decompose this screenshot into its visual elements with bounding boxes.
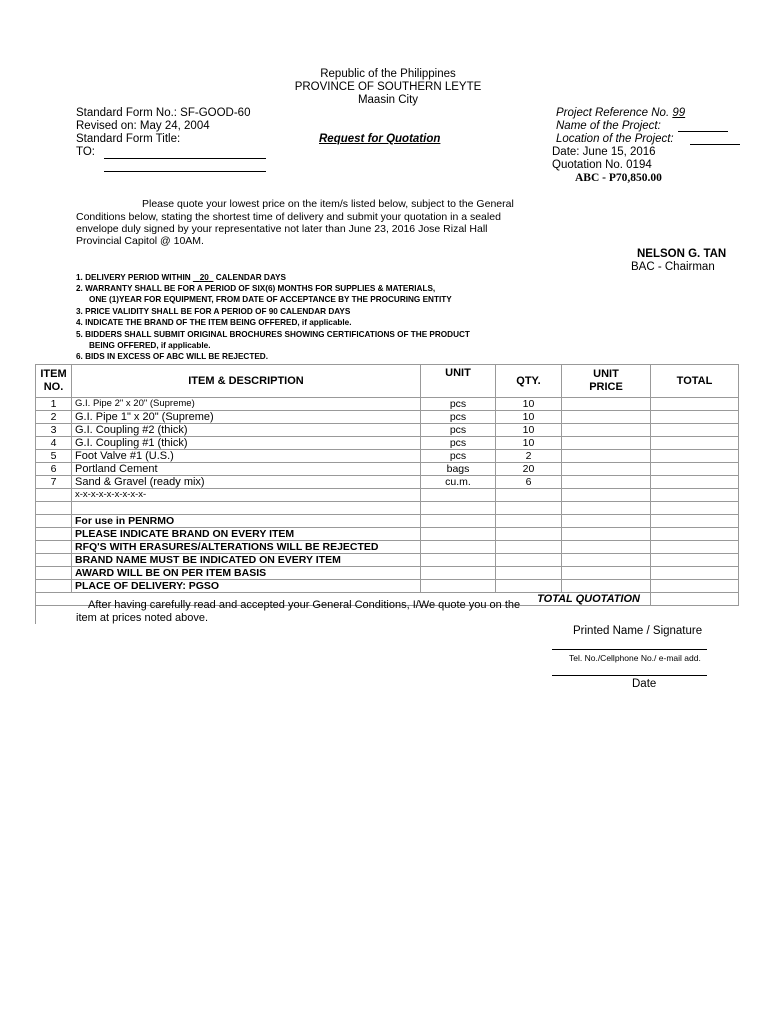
empty-cell bbox=[496, 515, 562, 528]
items-table bbox=[35, 364, 739, 606]
item-qty: 2 bbox=[496, 450, 562, 463]
rfq-date: Date: June 15, 2016 bbox=[552, 146, 656, 158]
item-total[interactable] bbox=[651, 463, 739, 476]
empty-cell bbox=[36, 502, 72, 515]
item-unit: pcs bbox=[421, 437, 496, 450]
empty-cell bbox=[651, 567, 739, 580]
empty-cell bbox=[421, 502, 496, 515]
date-line bbox=[552, 675, 707, 676]
item-description: G.I. Pipe 1" x 20" (Supreme) bbox=[72, 411, 421, 424]
tel-line bbox=[552, 649, 707, 650]
item-number: 5 bbox=[36, 450, 72, 463]
item-qty: 10 bbox=[496, 437, 562, 450]
header-city: Maasin City bbox=[357, 94, 419, 106]
empty-cell bbox=[562, 489, 651, 502]
total-quotation-label: TOTAL QUOTATION bbox=[36, 593, 651, 606]
empty-cell bbox=[421, 580, 496, 593]
revised-date: Revised on: May 24, 2004 bbox=[76, 120, 210, 132]
empty-cell bbox=[562, 528, 651, 541]
form-number: Standard Form No.: SF-GOOD-60 bbox=[76, 107, 251, 119]
item-number: 3 bbox=[36, 424, 72, 437]
statement-line-2: item at prices noted above. bbox=[76, 612, 209, 624]
header-total: TOTAL bbox=[651, 365, 739, 398]
empty-cell bbox=[562, 567, 651, 580]
form-title-label: Standard Form Title: bbox=[76, 133, 181, 145]
empty-cell bbox=[651, 554, 739, 567]
abc-amount: ABC - P70,850.00 bbox=[575, 172, 662, 184]
empty-cell bbox=[72, 502, 421, 515]
item-unit-price[interactable] bbox=[562, 437, 651, 450]
item-number: 6 bbox=[36, 463, 72, 476]
condition-2b: ONE (1)YEAR FOR EQUIPMENT, FROM DATE OF ACCEPTANCE BY THE PROCURING ENTITY bbox=[89, 295, 452, 304]
tel-label: Tel. No./Cellphone No./ e-mail add. bbox=[569, 653, 701, 663]
item-total[interactable] bbox=[651, 437, 739, 450]
table-row bbox=[36, 450, 739, 463]
header-unit: UNIT bbox=[421, 365, 496, 398]
empty-cell bbox=[421, 554, 496, 567]
note-penrmo: For use in PENRMO bbox=[72, 515, 421, 528]
printed-name-label: Printed Name / Signature bbox=[573, 625, 703, 637]
table-row bbox=[36, 398, 739, 411]
table-header-row bbox=[36, 365, 739, 398]
project-reference bbox=[556, 107, 685, 119]
intro-line-3: envelope duly signed by your representative not later than June 23, 2016 Jose Rizal Hall bbox=[76, 223, 488, 235]
header-item-no-line2: NO. bbox=[43, 381, 64, 393]
item-unit: cu.m. bbox=[421, 476, 496, 489]
item-total[interactable] bbox=[651, 450, 739, 463]
item-qty: 10 bbox=[496, 411, 562, 424]
table-row bbox=[36, 463, 739, 476]
empty-cell bbox=[496, 541, 562, 554]
item-total[interactable] bbox=[651, 398, 739, 411]
empty-cell bbox=[421, 489, 496, 502]
item-number: 1 bbox=[36, 398, 72, 411]
project-location-label: Location of the Project: bbox=[556, 133, 674, 145]
condition-2a: 2. WARRANTY SHALL BE FOR A PERIOD OF SIX(6) MONTHS FOR SUPPLIES & MATERIALS, bbox=[76, 284, 436, 293]
note-row bbox=[36, 554, 739, 567]
project-name-line bbox=[678, 131, 728, 132]
total-quotation-value[interactable] bbox=[651, 593, 739, 606]
empty-cell bbox=[36, 580, 72, 593]
empty-cell bbox=[421, 515, 496, 528]
form-title: Request for Quotation bbox=[319, 133, 441, 145]
project-name-label: Name of the Project: bbox=[556, 120, 661, 132]
item-unit-price[interactable] bbox=[562, 463, 651, 476]
empty-cell bbox=[651, 515, 739, 528]
header-item-no bbox=[36, 365, 72, 398]
item-qty: 6 bbox=[496, 476, 562, 489]
header-unit-price bbox=[562, 365, 651, 398]
empty-cell bbox=[496, 554, 562, 567]
item-number: 2 bbox=[36, 411, 72, 424]
item-unit: pcs bbox=[421, 450, 496, 463]
intro-line-1: Please quote your lowest price on the item/s listed below, subject to the General bbox=[142, 198, 514, 210]
item-unit-price[interactable] bbox=[562, 424, 651, 437]
item-number: 4 bbox=[36, 437, 72, 450]
item-description: G.I. Coupling #2 (thick) bbox=[72, 424, 421, 437]
empty-cell bbox=[36, 567, 72, 580]
condition-3: 3. PRICE VALIDITY SHALL BE FOR A PERIOD OF 90 CALENDAR DAYS bbox=[76, 307, 351, 316]
empty-cell bbox=[651, 502, 739, 515]
empty-cell bbox=[496, 502, 562, 515]
condition-6: 6. BIDS IN EXCESS OF ABC WILL BE REJECTED. bbox=[76, 352, 268, 361]
empty-cell bbox=[36, 541, 72, 554]
condition-1-suffix: CALENDAR DAYS bbox=[213, 273, 286, 282]
item-description: G.I. Coupling #1 (thick) bbox=[72, 437, 421, 450]
note-brand-name: BRAND NAME MUST BE INDICATED ON EVERY ITEM bbox=[72, 554, 421, 567]
condition-1-prefix: 1. DELIVERY PERIOD WITHIN bbox=[76, 273, 193, 282]
condition-5b: BEING OFFERED, if applicable. bbox=[89, 341, 211, 350]
empty-cell bbox=[496, 567, 562, 580]
note-row bbox=[36, 541, 739, 554]
note-row bbox=[36, 580, 739, 593]
empty-cell bbox=[651, 528, 739, 541]
item-qty: 10 bbox=[496, 398, 562, 411]
statement-border bbox=[35, 599, 36, 624]
table-row bbox=[36, 411, 739, 424]
empty-cell bbox=[651, 580, 739, 593]
empty-cell bbox=[496, 489, 562, 502]
empty-cell bbox=[651, 489, 739, 502]
table-row bbox=[36, 424, 739, 437]
condition-4: 4. INDICATE THE BRAND OF THE ITEM BEING OFFERED, if applicable. bbox=[76, 318, 352, 327]
empty-cell bbox=[496, 580, 562, 593]
note-indicate-brand: PLEASE INDICATE BRAND ON EVERY ITEM bbox=[72, 528, 421, 541]
intro-line-4: Provincial Capitol @ 10AM. bbox=[76, 235, 204, 247]
item-unit: bags bbox=[421, 463, 496, 476]
note-place-of-delivery: PLACE OF DELIVERY: PGSO bbox=[72, 580, 421, 593]
table-row bbox=[36, 437, 739, 450]
end-marker: x-x-x-x-x-x-x-x-x- bbox=[72, 489, 421, 502]
header-qty: QTY. bbox=[496, 365, 562, 398]
intro-line-2: Conditions below, stating the shortest time of delivery and submit your quotation in a sealed bbox=[76, 211, 501, 223]
item-unit-price[interactable] bbox=[562, 411, 651, 424]
header-republic: Republic of the Philippines bbox=[320, 68, 456, 80]
project-location-line bbox=[690, 144, 740, 145]
empty-cell bbox=[562, 554, 651, 567]
project-reference-label: Project Reference No. bbox=[556, 107, 670, 119]
header-province: PROVINCE OF SOUTHERN LEYTE bbox=[294, 81, 482, 93]
item-total[interactable] bbox=[651, 411, 739, 424]
item-unit: pcs bbox=[421, 411, 496, 424]
to-line-2 bbox=[104, 171, 266, 172]
empty-cell bbox=[562, 580, 651, 593]
empty-cell bbox=[651, 541, 739, 554]
item-description: Foot Valve #1 (U.S.) bbox=[72, 450, 421, 463]
project-reference-value: 99 bbox=[672, 107, 686, 119]
empty-cell bbox=[496, 528, 562, 541]
item-description: Sand & Gravel (ready mix) bbox=[72, 476, 421, 489]
chairman-title: BAC - Chairman bbox=[631, 261, 715, 273]
condition-1-value: 20 bbox=[199, 273, 209, 282]
item-unit-price[interactable] bbox=[562, 450, 651, 463]
empty-cell bbox=[421, 528, 496, 541]
to-line-1 bbox=[104, 158, 266, 159]
empty-cell bbox=[36, 515, 72, 528]
item-unit-price[interactable] bbox=[562, 476, 651, 489]
empty-cell bbox=[562, 502, 651, 515]
statement-line-1: After having carefully read and accepted your General Conditions, I/We quote you on the bbox=[88, 599, 521, 611]
item-description: G.I. Pipe 2" x 20" (Supreme) bbox=[72, 398, 421, 411]
note-row bbox=[36, 515, 739, 528]
header-description: ITEM & DESCRIPTION bbox=[72, 365, 421, 398]
item-qty: 10 bbox=[496, 424, 562, 437]
item-unit: pcs bbox=[421, 398, 496, 411]
end-marker-row bbox=[36, 489, 739, 502]
header-item-no-line1: ITEM bbox=[40, 368, 67, 380]
empty-cell bbox=[36, 489, 72, 502]
date-label: Date bbox=[632, 678, 657, 690]
blank-row bbox=[36, 502, 739, 515]
item-qty: 20 bbox=[496, 463, 562, 476]
empty-cell bbox=[421, 541, 496, 554]
empty-cell bbox=[421, 567, 496, 580]
note-award: AWARD WILL BE ON PER ITEM BASIS bbox=[72, 567, 421, 580]
header-unit-price-line2: PRICE bbox=[589, 381, 623, 393]
empty-cell bbox=[562, 541, 651, 554]
item-unit: pcs bbox=[421, 424, 496, 437]
item-total[interactable] bbox=[651, 476, 739, 489]
empty-cell bbox=[36, 528, 72, 541]
empty-cell bbox=[36, 554, 72, 567]
to-label: TO: bbox=[76, 146, 95, 158]
table-row bbox=[36, 476, 739, 489]
chairman-name: NELSON G. TAN bbox=[637, 248, 727, 260]
item-total[interactable] bbox=[651, 424, 739, 437]
item-unit-price[interactable] bbox=[562, 398, 651, 411]
note-row bbox=[36, 528, 739, 541]
header-unit-price-line1: UNIT bbox=[593, 368, 619, 380]
empty-cell bbox=[562, 515, 651, 528]
condition-5a: 5. BIDDERS SHALL SUBMIT ORIGINAL BROCHURES SHOWING CERTIFICATIONS OF THE PRODUCT bbox=[76, 330, 470, 339]
condition-1-days bbox=[193, 273, 214, 282]
item-description: Portland Cement bbox=[72, 463, 421, 476]
condition-1 bbox=[76, 273, 286, 282]
quotation-number: Quotation No. 0194 bbox=[552, 159, 652, 171]
note-row bbox=[36, 567, 739, 580]
note-erasures: RFQ'S WITH ERASURES/ALTERATIONS WILL BE REJECTED bbox=[72, 541, 421, 554]
item-number: 7 bbox=[36, 476, 72, 489]
